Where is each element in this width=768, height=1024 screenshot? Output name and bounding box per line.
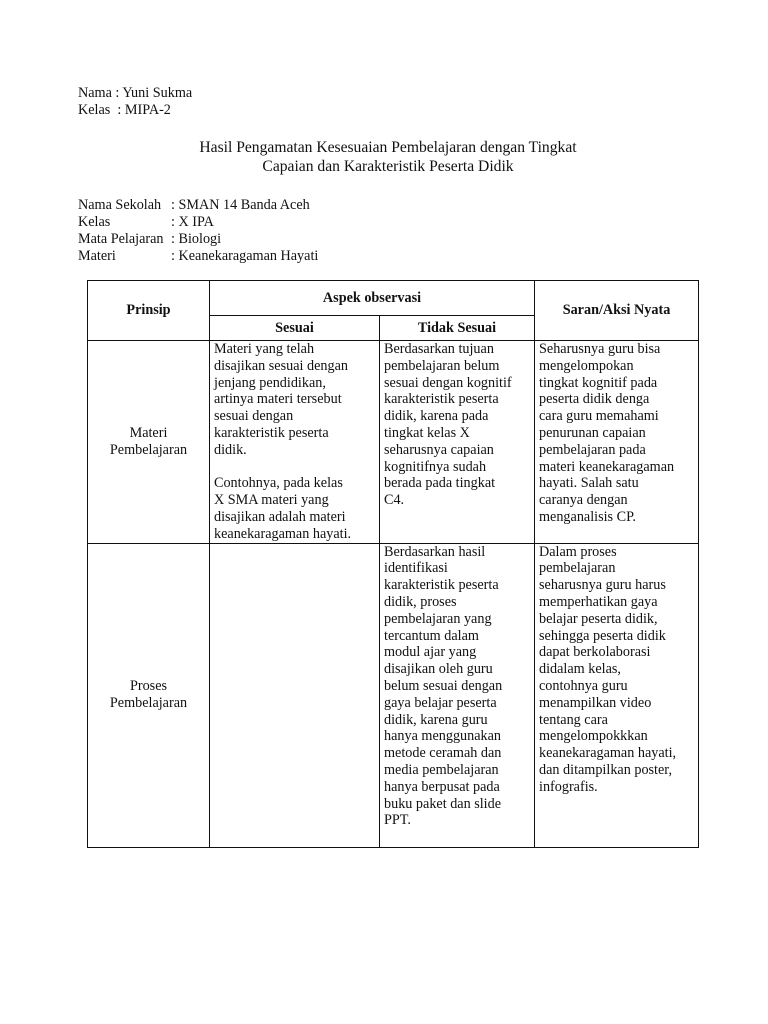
action-cell: Dalam proses pembelajaran seharusnya guru harus memperhatikan gaya belajar peserta didik, sehingga peserta didik dapat berkolaborasi didalam kelas, contohnya guru menampilkan video tentang cara mengelompokkkan keanekaragaman hayati, dan ditampilkan poster, infografis. <box>535 543 699 847</box>
suitable-cell <box>210 543 380 847</box>
not-suitable-cell: Berdasarkan hasil identifikasi karakteristik peserta didik, proses pembelajaran yang tercantum dalam modul ajar yang disajikan oleh guru belum sesuai dengan gaya belajar peserta didik, karena guru hanya menggunakan metode ceramah dan media pembelajaran hanya berpusat pada buku paket dan slide PPT. <box>380 543 535 847</box>
info-subject-line: Mata Pelajaran : Biologi <box>78 231 222 247</box>
info-class-label: Kelas <box>78 214 111 230</box>
info-subject: Biologi <box>178 231 222 247</box>
info-topic-label: Materi <box>78 248 116 264</box>
info-topic: Keanekaragaman Hayati <box>178 248 319 264</box>
student-name-line <box>78 85 192 102</box>
student-name: Yuni Sukma <box>122 85 193 101</box>
info-school-line: Nama Sekolah : SMAN 14 Banda Aceh <box>78 197 310 213</box>
header-row-top <box>88 281 699 316</box>
info-school-label: Nama Sekolah <box>78 197 162 213</box>
info-class-line: Kelas : X IPA <box>78 214 214 230</box>
suitable-cell: Materi yang telah disajikan sesuai dengan jenjang pendidikan, artinya materi tersebut sesuai dengan karakteristik peserta didik. Contohnya, pada kelas X SMA materi yang disajikan adalah materi keanekaragaman hayati. <box>210 341 380 544</box>
student-class-label: Kelas : <box>78 102 125 118</box>
info-class: X IPA <box>178 214 214 230</box>
info-school: SMAN 14 Banda Aceh <box>178 197 310 213</box>
not-suitable-cell: Berdasarkan tujuan pembelajaran belum sesuai dengan kognitif karakteristik peserta didik, karena pada tingkat kelas X seharusnya capaian kognitifnya sudah berada pada tingkat C4. <box>380 341 535 544</box>
info-subject-label: Mata Pelajaran <box>78 231 164 247</box>
action-cell: Seharusnya guru bisa mengelompokan tingkat kognitif pada peserta didik denga cara guru memahami penurunan capaian pembelajaran pada materi keanekaragaman hayati. Salah satu caranya dengan menganalisis CP. <box>535 341 699 544</box>
principle-cell: Materi Pembelajaran <box>88 341 210 544</box>
title-line-1: Hasil Pengamatan Kesesuaian Pembelajaran dengan Tingkat <box>199 139 577 156</box>
header-suitable: Sesuai <box>210 316 380 341</box>
title-line-2: Capaian dan Karakteristik Peserta Didik <box>262 157 514 175</box>
header-aspect: Aspek observasi <box>210 281 535 316</box>
header-action: Saran/Aksi Nyata <box>535 281 699 341</box>
student-class-line <box>78 102 171 119</box>
principle-cell: Proses Pembelajaran <box>88 543 210 847</box>
header-principle: Prinsip <box>88 281 210 341</box>
table-row <box>88 543 699 847</box>
table-row <box>88 341 699 544</box>
student-class: MIPA-2 <box>124 102 171 118</box>
info-topic-line: Materi : Keanekaragaman Hayati <box>78 248 319 264</box>
student-name-label: Nama : <box>78 85 123 101</box>
header-not-suitable: Tidak Sesuai <box>380 316 535 341</box>
document-title <box>78 139 698 176</box>
observation-table <box>87 280 699 848</box>
